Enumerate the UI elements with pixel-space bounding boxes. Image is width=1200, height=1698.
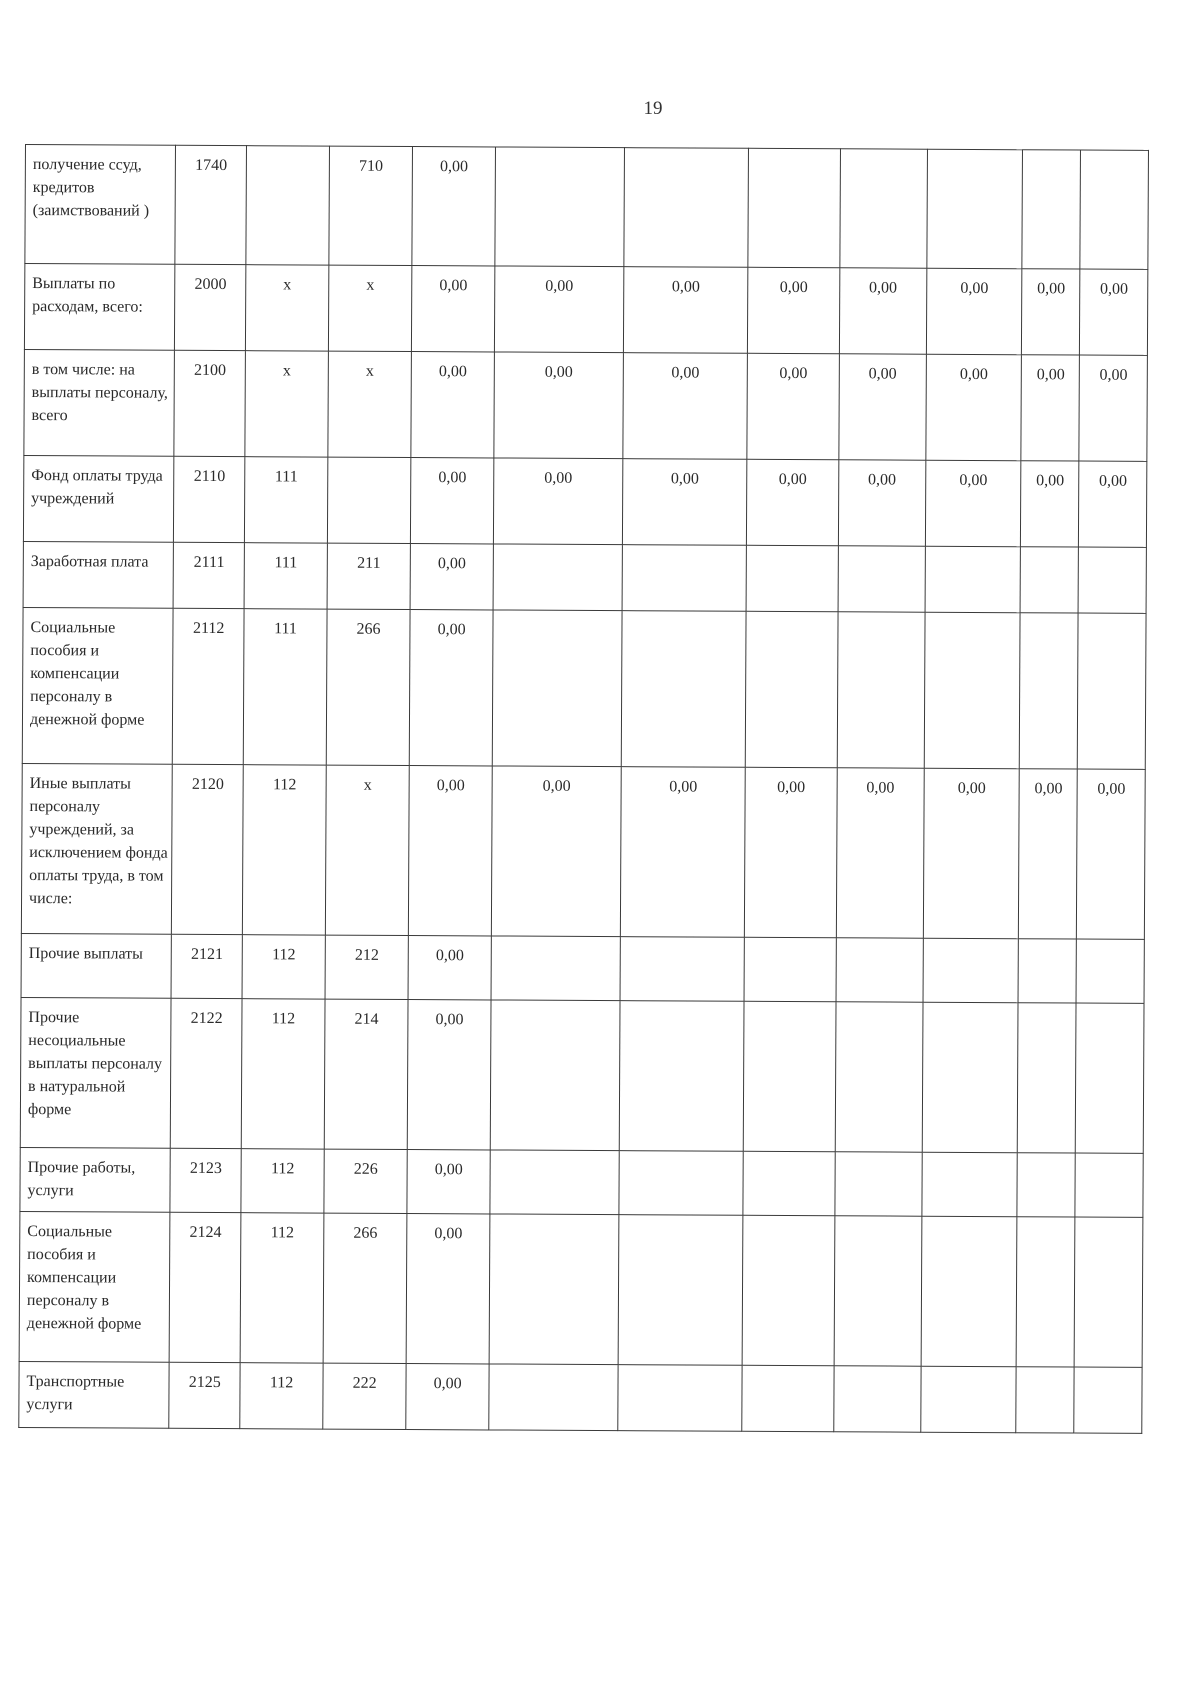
amount-cell — [489, 1214, 618, 1365]
amount-cell — [1078, 613, 1146, 769]
amount-cell-text — [502, 155, 618, 156]
page-number: 19 — [643, 98, 663, 119]
kvr-cell — [244, 457, 327, 543]
amount-cell-text: 0,00 — [671, 364, 700, 382]
amount-cell — [748, 267, 840, 353]
kvr-cell — [240, 1213, 324, 1363]
amount-cell — [1079, 461, 1147, 547]
amount-cell-text: 0,00 — [777, 778, 806, 797]
amount-cell-text: 0,00 — [960, 279, 989, 298]
row-label-cell — [21, 933, 172, 998]
amount-cell-text — [500, 618, 616, 619]
row-code-cell — [175, 264, 246, 350]
amount-cell-text — [498, 944, 614, 945]
kvr-cell-text: 112 — [272, 776, 297, 794]
amount-cell — [618, 1215, 743, 1366]
amount-cell-text: 0,00 — [778, 470, 807, 489]
amount-cell — [838, 546, 926, 612]
amount-cell — [1079, 547, 1147, 613]
row-label-cell — [23, 455, 174, 542]
row-label-cell-text: в том числе: на выплаты персоналу, всего — [31, 361, 168, 425]
amount-cell — [744, 1001, 836, 1151]
table-row — [19, 1211, 1143, 1367]
amount-cell-text: 0,00 — [433, 1375, 462, 1393]
amount-cell — [748, 148, 840, 267]
row-code-cell — [174, 350, 245, 456]
table-row — [23, 455, 1146, 547]
amount-cell — [745, 767, 837, 937]
amount-cell-text: 0,00 — [670, 470, 699, 488]
amount-cell — [1076, 1003, 1144, 1153]
amount-cell — [742, 1365, 834, 1431]
amount-cell — [1022, 150, 1081, 269]
table-row — [21, 933, 1144, 1003]
amount-cell — [835, 1152, 923, 1216]
amount-cell-text: 0,00 — [779, 278, 808, 297]
amount-cell — [489, 1364, 618, 1431]
amount-cell-text — [500, 552, 616, 553]
row-label-cell-text: Прочие выплаты — [28, 945, 143, 963]
row-label-cell-text: Прочие работы, услуги — [27, 1159, 136, 1200]
amount-cell — [836, 938, 924, 1002]
row-code-cell-text: 2121 — [190, 945, 224, 964]
amount-cell — [834, 1216, 922, 1366]
amount-cell — [406, 1214, 490, 1364]
amount-cell-text: 0,00 — [867, 471, 897, 489]
kvr-cell — [245, 265, 328, 351]
amount-cell-text: 0,00 — [436, 777, 465, 795]
amount-cell — [921, 1216, 1017, 1366]
amount-cell — [1016, 1217, 1075, 1367]
amount-cell-text: 0,00 — [438, 363, 467, 381]
amount-cell — [742, 1215, 834, 1365]
budget-table — [18, 144, 1149, 1434]
row-code-cell-text: 2122 — [190, 1009, 223, 1028]
row-code-cell — [175, 145, 246, 264]
amount-cell-text: 0,00 — [1034, 780, 1063, 798]
amount-cell — [492, 610, 622, 767]
amount-cell — [622, 545, 747, 612]
kvr-cell — [241, 999, 325, 1149]
kvr-cell-text: х — [283, 276, 292, 294]
amount-cell-text: 0,00 — [438, 469, 467, 487]
amount-cell — [925, 460, 1021, 546]
amount-cell-text: 0,00 — [437, 555, 466, 573]
amount-cell — [1019, 769, 1078, 939]
amount-cell-text — [497, 1158, 613, 1159]
amount-cell-text — [631, 156, 743, 157]
amount-cell — [836, 768, 924, 938]
amount-cell-text — [628, 619, 740, 620]
amount-cell-text: 0,00 — [669, 778, 698, 796]
row-label-cell — [20, 1147, 171, 1212]
kvr-cell — [245, 351, 329, 457]
kvr-cell-text: х — [282, 362, 291, 380]
amount-cell-text: 0,00 — [1037, 280, 1066, 298]
row-code-cell-text: 2110 — [193, 467, 226, 486]
row-code-cell — [169, 1362, 240, 1428]
amount-cell — [407, 1000, 491, 1150]
amount-cell — [408, 936, 491, 1000]
kvr-cell — [242, 935, 325, 999]
row-label-cell-text: Прочие несоциальные выплаты персоналу в натуральной форме — [27, 1009, 163, 1119]
kosgu-cell — [323, 1213, 407, 1363]
table-body — [19, 145, 1149, 1434]
amount-cell-text — [625, 1223, 737, 1224]
amount-cell — [1017, 1153, 1075, 1217]
amount-cell — [623, 267, 748, 354]
row-label-cell — [25, 145, 176, 265]
table-row — [24, 264, 1147, 356]
row-code-cell — [174, 456, 245, 542]
amount-cell — [926, 354, 1022, 460]
amount-cell — [620, 937, 745, 1002]
amount-cell-text: 0,00 — [545, 277, 574, 295]
row-label-cell — [22, 607, 173, 764]
amount-cell — [494, 352, 623, 459]
amount-cell — [495, 147, 624, 267]
kosgu-cell — [328, 265, 411, 351]
amount-cell-text: 0,00 — [542, 777, 571, 795]
amount-cell — [1020, 547, 1078, 613]
kosgu-cell-text: 211 — [357, 554, 381, 572]
amount-cell-text — [626, 1159, 738, 1160]
amount-cell — [1020, 613, 1079, 769]
row-label-cell-text: Фонд оплаты труда учреждений — [31, 467, 163, 508]
row-label-cell — [24, 264, 175, 351]
amount-cell — [494, 458, 623, 545]
amount-cell — [1079, 355, 1147, 461]
row-code-cell — [174, 542, 245, 608]
amount-cell-text: 0,00 — [1099, 280, 1129, 298]
kosgu-cell — [327, 457, 410, 543]
table-scan — [18, 144, 1149, 1434]
amount-cell — [835, 1002, 923, 1152]
row-code-cell — [171, 998, 242, 1148]
amount-cell-text: 0,00 — [439, 277, 468, 295]
kvr-cell — [244, 543, 327, 609]
amount-cell — [1018, 1003, 1077, 1153]
amount-cell-text: 0,00 — [435, 1011, 464, 1029]
amount-cell-text — [626, 1009, 738, 1010]
kosgu-cell — [328, 351, 412, 457]
amount-cell — [1076, 939, 1144, 1003]
amount-cell — [412, 266, 495, 352]
amount-cell — [839, 268, 927, 354]
amount-cell-text: 0,00 — [866, 779, 895, 797]
row-code-cell — [170, 1148, 241, 1212]
amount-cell — [412, 147, 496, 266]
amount-cell — [1077, 769, 1145, 939]
amount-cell — [922, 1002, 1018, 1152]
amount-cell — [411, 458, 494, 544]
row-code-cell-text: 2125 — [188, 1373, 221, 1392]
amount-cell-text: 0,00 — [779, 364, 808, 383]
row-code-cell-text: 2000 — [194, 275, 227, 294]
kvr-cell-text: 111 — [274, 554, 298, 572]
row-code-cell — [172, 764, 243, 934]
kosgu-cell-text: 222 — [352, 1374, 377, 1392]
amount-cell — [406, 1364, 489, 1430]
amount-cell — [838, 460, 926, 546]
amount-cell — [490, 1000, 619, 1151]
row-label-cell-text: Выплаты по расходам, всего: — [32, 275, 143, 316]
row-label-cell — [19, 1211, 170, 1362]
kvr-cell-text: 112 — [270, 1224, 295, 1242]
row-code-cell — [170, 1212, 241, 1362]
kosgu-cell-text: 266 — [356, 620, 381, 638]
kvr-cell — [243, 609, 327, 765]
row-code-cell-text: 2123 — [189, 1159, 222, 1178]
amount-cell — [747, 459, 839, 545]
amount-cell — [924, 612, 1020, 768]
amount-cell-text — [627, 945, 739, 946]
table-row — [23, 541, 1146, 613]
row-label-cell — [20, 997, 171, 1148]
amount-cell-text: 0,00 — [1099, 366, 1128, 384]
row-code-cell-text: 1740 — [195, 156, 228, 175]
row-code-cell-text: 2100 — [194, 361, 227, 380]
table-row — [24, 349, 1148, 461]
amount-cell-text — [629, 553, 741, 554]
amount-cell — [926, 268, 1022, 354]
amount-cell — [491, 936, 620, 1001]
row-label-cell-text: получение ссуд, кредитов (заимствований ) — [32, 156, 150, 220]
amount-cell-text: 0,00 — [1036, 366, 1065, 384]
row-label-cell-text: Транспортные услуги — [26, 1373, 125, 1414]
amount-cell — [490, 1150, 619, 1215]
amount-cell-text: 0,00 — [434, 1225, 463, 1243]
amount-cell — [1022, 269, 1081, 355]
amount-cell — [492, 766, 622, 937]
amount-cell-text: 0,00 — [868, 365, 897, 383]
kosgu-cell — [326, 609, 410, 765]
amount-cell — [743, 1151, 835, 1215]
amount-cell — [409, 610, 493, 766]
amount-cell — [840, 149, 928, 268]
row-code-cell — [173, 608, 244, 764]
amount-cell — [618, 1365, 743, 1432]
kosgu-cell-text: х — [363, 776, 372, 794]
amount-cell-text: 0,00 — [434, 1161, 463, 1179]
kvr-cell — [241, 1149, 324, 1213]
kvr-cell — [246, 146, 330, 265]
amount-cell-text: 0,00 — [435, 947, 464, 965]
amount-cell — [1016, 1367, 1074, 1433]
row-label-cell — [23, 541, 174, 608]
amount-cell — [925, 546, 1021, 612]
amount-cell-text — [496, 1372, 612, 1373]
amount-cell — [1074, 1367, 1142, 1433]
amount-cell — [1080, 150, 1148, 269]
kosgu-cell-text: 214 — [354, 1010, 379, 1028]
amount-cell-text: 0,00 — [439, 158, 469, 176]
kvr-cell-text: 112 — [271, 1010, 296, 1028]
kosgu-cell — [329, 146, 413, 265]
amount-cell — [1018, 939, 1076, 1003]
amount-cell — [408, 766, 492, 936]
amount-cell-text: 0,00 — [544, 469, 573, 487]
amount-cell — [1075, 1217, 1143, 1367]
amount-cell — [620, 767, 745, 938]
kosgu-cell-text: х — [366, 276, 375, 294]
row-label-cell-text: Социальные пособия и компенсации персоналу в денежной форме — [29, 619, 145, 729]
kvr-cell-text: 112 — [269, 1374, 294, 1392]
amount-cell — [744, 937, 836, 1001]
amount-cell-text: 0,00 — [959, 365, 988, 384]
row-label-cell — [21, 763, 172, 934]
amount-cell — [747, 353, 839, 459]
amount-cell-text: 0,00 — [437, 621, 466, 639]
table-row — [25, 145, 1149, 270]
amount-cell — [923, 938, 1019, 1002]
kvr-cell-text: 112 — [270, 1160, 295, 1178]
kosgu-cell — [324, 999, 408, 1149]
amount-cell-text: 0,00 — [1097, 780, 1126, 798]
amount-cell — [1080, 269, 1148, 355]
amount-cell-text — [498, 1008, 614, 1009]
kosgu-cell — [327, 543, 410, 609]
amount-cell-text — [624, 1373, 736, 1374]
kosgu-cell-text: 212 — [354, 946, 379, 964]
amount-cell — [746, 545, 838, 611]
amount-cell — [619, 1151, 744, 1216]
amount-cell — [495, 266, 624, 353]
amount-cell — [621, 611, 746, 768]
amount-cell — [1021, 355, 1080, 461]
amount-cell — [922, 1152, 1018, 1216]
kvr-cell-text: 111 — [274, 620, 297, 638]
amount-cell-text: 0,00 — [1098, 472, 1128, 490]
row-label-cell-text: Социальные пособия и компенсации персоналу в денежной форме — [26, 1223, 142, 1333]
table-row — [20, 997, 1144, 1153]
kvr-cell-text: 111 — [274, 468, 298, 486]
kosgu-cell-text: 710 — [358, 157, 384, 175]
row-code-cell-text: 2111 — [193, 553, 225, 572]
amount-cell — [1075, 1153, 1143, 1217]
amount-cell — [833, 1366, 921, 1432]
amount-cell — [839, 354, 927, 460]
amount-cell — [624, 148, 749, 268]
table-row — [22, 607, 1146, 769]
amount-cell — [1021, 461, 1080, 547]
row-label-cell-text: Иные выплаты персоналу учреждений, за исключением фонда оплаты труда, в том числе: — [29, 775, 168, 908]
amount-cell — [927, 149, 1023, 268]
amount-cell — [619, 1001, 744, 1152]
kosgu-cell — [325, 935, 408, 999]
row-code-cell — [172, 934, 243, 998]
table-row — [19, 1361, 1142, 1433]
amount-cell — [921, 1366, 1017, 1432]
amount-cell — [923, 768, 1019, 938]
kosgu-cell-text: 266 — [353, 1224, 378, 1242]
amount-cell-text: 0,00 — [1036, 472, 1065, 490]
amount-cell-text — [497, 1222, 613, 1223]
amount-cell — [407, 1150, 490, 1214]
row-code-cell-text: 2124 — [189, 1223, 222, 1242]
kosgu-cell — [324, 1149, 407, 1213]
row-code-cell-text: 2120 — [191, 775, 224, 794]
amount-cell — [411, 352, 495, 458]
kosgu-cell — [325, 765, 409, 935]
kosgu-cell — [323, 1363, 406, 1429]
amount-cell-text: 0,00 — [868, 279, 898, 297]
amount-cell-text: 0,00 — [544, 363, 573, 381]
amount-cell — [622, 459, 747, 546]
table-row — [21, 763, 1145, 939]
kvr-cell — [240, 1363, 323, 1429]
kosgu-cell-text: 226 — [353, 1160, 378, 1178]
amount-cell-text: 0,00 — [671, 278, 700, 296]
amount-cell-text: 0,00 — [959, 471, 988, 490]
row-label-cell — [19, 1361, 170, 1428]
amount-cell — [410, 544, 493, 610]
kvr-cell-text: 112 — [272, 946, 296, 964]
amount-cell — [493, 544, 622, 611]
table-row — [20, 1147, 1143, 1217]
kosgu-cell-text: х — [365, 362, 374, 380]
row-code-cell-text: 2112 — [192, 619, 225, 638]
amount-cell — [837, 612, 925, 768]
amount-cell-text: 0,00 — [957, 779, 986, 798]
amount-cell — [623, 353, 748, 460]
row-label-cell — [24, 349, 175, 456]
kvr-cell — [242, 765, 326, 935]
row-label-cell-text: Заработная плата — [30, 553, 149, 571]
amount-cell — [746, 611, 838, 767]
